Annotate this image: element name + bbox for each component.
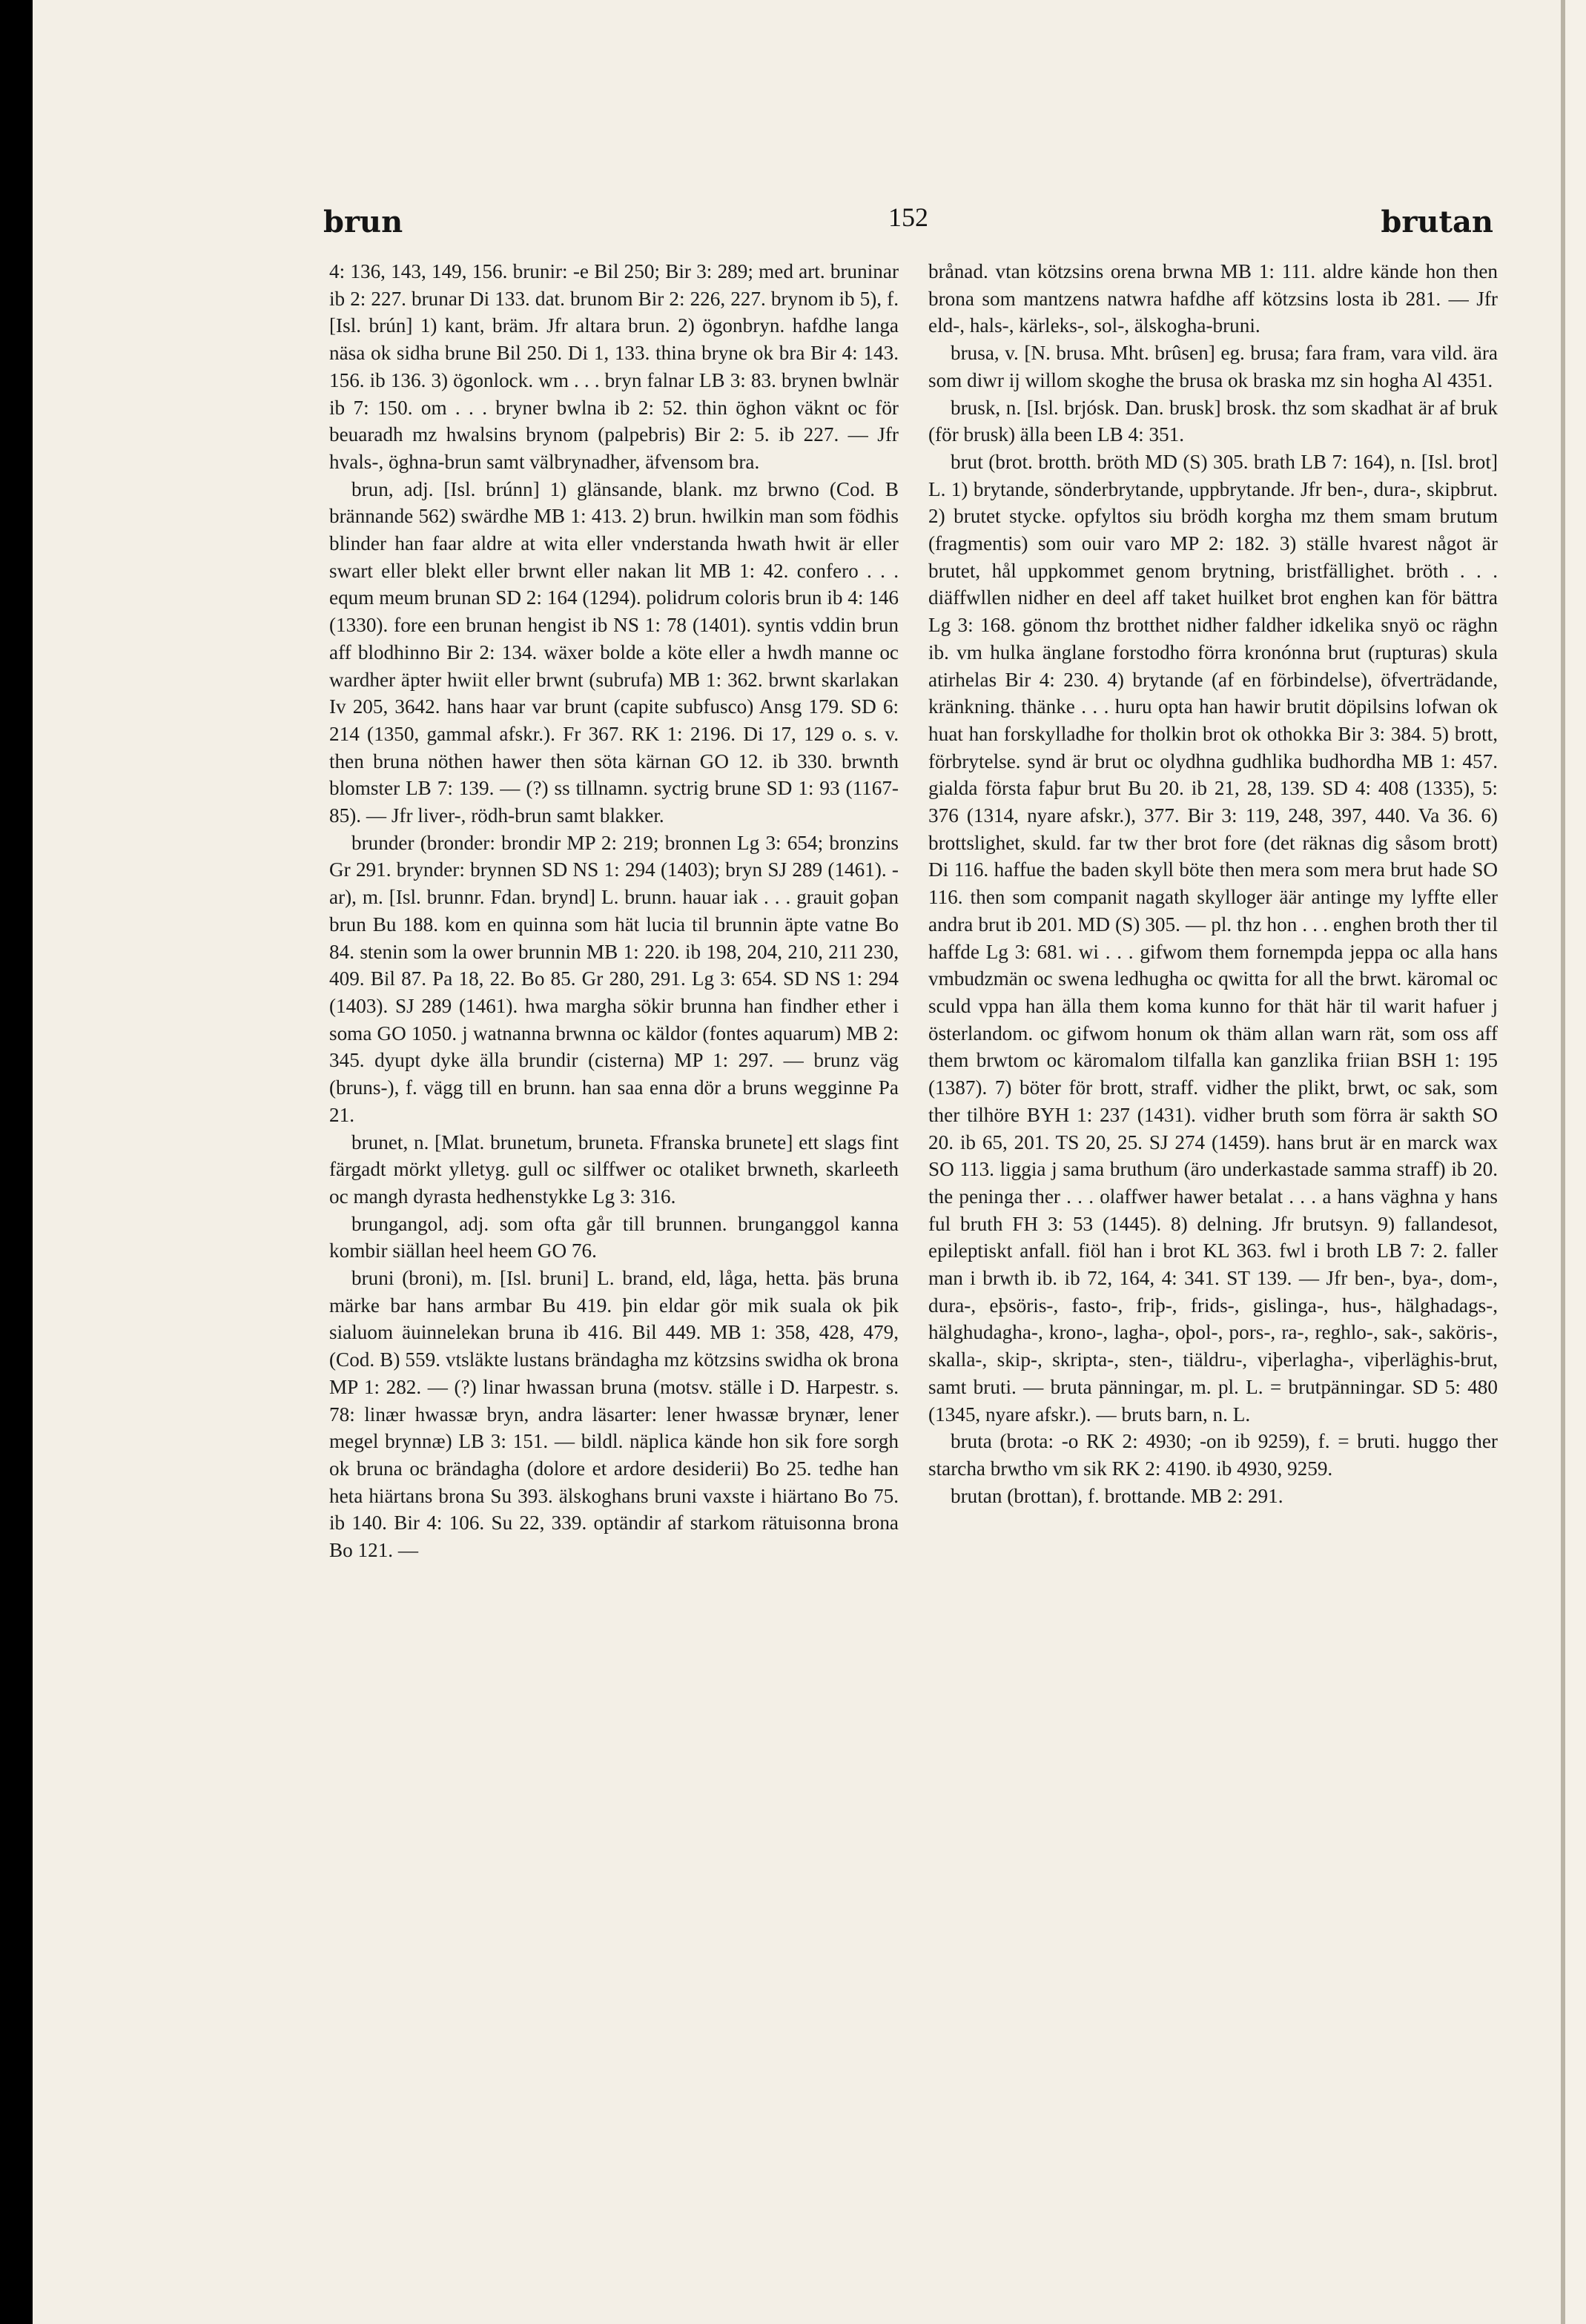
adjacent-page-edge <box>1561 0 1586 2324</box>
dictionary-entry: bruni (broni), m. [Isl. bruni] L. brand, eld, låga, hetta. þäs bruna märke bar hans armbar Bu 419. þin eldar gör mik suala ok þik sialuom äuinnelekan bruna ib 416. Bil 449. MB 1: 358, 428, 479, (Cod. B) 559. vtsläkte lustans brändagha mz kötzsins swidha ok brona MP 1: 282. — (?) linar hwassan bruna (motsv. ställe i D. Harpestr. s. 78: linær hwassæ bryn, andra läsarter: lener hwassæ brynær, lener megel brynnæ) LB 3: 151. — bildl. näplica kände hon sik fore sorgh ok bruna oc brändagha (dolore et ardore desiderii) Bo 25. tedhe han heta hiärtans brona Su 393. älskoghans bruni vaxste i hiärtano Bo 75. ib 140. Bir 4: 106. Su 22, 339. optändir af starkom rätuisonna brona Bo 121. — <box>329 1267 899 1562</box>
dictionary-entry: brungangol, adj. som ofta går till brunnen. brunganggol kanna kombir siällan heel heem GO 76. <box>329 1212 899 1262</box>
running-head-left-word: brun <box>323 205 403 239</box>
dictionary-entry: brun, adj. [Isl. brúnn] 1) glänsande, blank. mz brwno (Cod. B brännande 562) swärdhe MB 1: 413. 2) brun. hwilkin man som födhis blinder han faar aldre at wita eller vnderstanda hwath hwit är eller swart eller blekt eller brwnt eller nakan lit MB 1: 42. confero . . . equm meum brunan SD 2: 164 (1294). polidrum coloris brun ib 4: 146 (1330). fore een brunan hengist ib NS 1: 78 (1401). syntis vddin brun aff blodhinno Bir 2: 134. wäxer bolde a köte eller a hwdh manne oc wardher äpter hwiit eller brwnt (subrufa) MB 1: 362. brwnt skarlakan Iv 205, 3642. hans haar var brunt (capite subfusco) Ansg 179. SD 6: 214 (1350, gammal afskr.). Fr 367. RK 1: 2196. Di 17, 129 o. s. v. then bruna nöthen hawer then söta kärnan GO 12. ib 330. brwnth blomster LB 7: 139. — (?) ss tillnamn. syctrig brune SD 1: 93 (1167-85). — Jfr liver-, rödh-brun samt blakker. <box>329 477 899 827</box>
page-number: 152 <box>888 202 928 232</box>
dictionary-entry: 4: 136, 143, 149, 156. brunir: -e Bil 250; Bir 3: 289; med art. bruninar ib 2: 227. brunar Di 133. dat. brunom Bir 2: 226, 227. brynom ib 5), f. [Isl. brún] 1) kant, bräm. Jfr altara brun. 2) ögonbryn. hafdhe langa näsa ok sidha brune Bil 250. Di 1, 133. thina bryne ok bra Bir 4: 143. 156. ib 136. 3) ögonlock. wm . . . bryn falnar LB 3: 83. brynen bwlnär ib 7: 150. om . . . bryner bwlna ib 2: 52. thin öghon väknt oc för beuaradh mz hwalsins brynom (palpebris) Bir 2: 5. ib 227. — Jfr hvals-, öghna-brun samt välbrynadher, äfvensom bra. <box>329 260 899 473</box>
dictionary-entry: brunder (bronder: brondir MP 2: 219; bronnen Lg 3: 654; bronzins Gr 291. brynder: brynnen SD NS 1: 294 (1403); bryn SJ 289 (1461). -ar), m. [Isl. brunnr. Fdan. brynd] L. brunn. hauar iak . . . grauit goþan brun Bu 188. kom en quinna som hät lucia til brunnin äpte vatne Bo 84. stenin som la ower brunnin MB 1: 220. ib 198, 204, 210, 211 230, 409. Bil 87. Pa 18, 22. Bo 85. Gr 280, 291. Lg 3: 654. SD NS 1: 294 (1403). SJ 289 (1461). hwa margha sökir brunna han findher ether i soma GO 1050. j watnanna brwnna oc käldor (fontes aquarum) MB 2: 345. dyupt dyke älla brundir (cisterna) MP 1: 297. — brunz väg (bruns-), f. vägg till en brunn. han saa enna dör a bruns wegginne Pa 21. <box>329 831 899 1126</box>
dictionary-entry: brut (brot. brotth. bröth MD (S) 305. brath LB 7: 164), n. [Isl. brot] L. 1) brytande, sönderbrytande, uppbrytande. Jfr ben-, dura-, skipbrut. 2) brutet stycke. opfyltos siu brödh korgha mz them smam brutum (fragmentis) som ouir varo MP 2: 182. 3) ställe hvarest något är brutet, hål uppkommet genom brytning, bristfällighet. bröth . . . diäffwllen nidher en deel aff taket huilket brot enghen kan för bättra Lg 3: 168. gönom thz brotthet nidher faldher idkelika snyö oc räghn ib. vm hulka änglane forstodho förra kronónna brut (rupturas) skula atirhelas Bir 4: 230. 4) brytande (af en förbindelse), öfverträdande, kränkning. thänke . . . huru opta han hawir brutit döpilsins lofwan ok huat han forskylladhe for tholkin brot ok othokka Bir 3: 384. 5) brott, förbrytelse. synd är brut oc olydhna gudhlika budhordha MB 1: 457. gialda första faþur brut Bu 20. ib 21, 28, 139. SD 4: 408 (1335), 5: 376 (1314, nyare afskr.), 377. Bir 3: 119, 248, 397, 440. Va 36. 6) brottslighet, skuld. far tw ther brot fore (det räknas dig såsom brott) Di 116. haffue the baden skyll böte then mera som mera brut hade SO 116. then som companit nagath skylloger äär antinge my lyffte eller andra brut ib 201. MD (S) 305. — pl. thz hon . . . enghen broth ther til haffde Lg 3: 681. wi . . . gifwom them fornempda jeppa oc alla hans vmbudzmän oc swena ledhugha oc qwitta for all the brwt. käromal oc sculd vppa han älla them koma kunno for thät här til warit hafuer j österlandom. oc gifwom honum ok thäm allan warn rät, som oss aff them brwtom oc käromalom tilfalla kan ganzlika friian BSH 1: 195 (1387). 7) böter för brott, straff. vidher the plikt, brwt, oc sak, som ther tilhöre BYH 1: 237 (1431). vidher bruth som förra är sakth SO 20. ib 65, 201. TS 20, 25. SJ 274 (1459). hans brut är en marck wax SO 113. liggia j sama bruthum (äro underkastade samma straff) ib 20. the peninga ther . . . olaffwer hawer betalat . . . a hans väghna y hans ful bruth FH 3: 53 (1445). 8) delning. Jfr brutsyn. 9) fallandesot, epileptiskt anfall. fiöl han i brot KL 363. fwl i broth LB 7: 2. faller man i brwth ib. ib 72, 164, 4: 341. ST 139. — Jfr ben-, bya-, dom-, dura-, eþsöris-, fasto-, friþ-, frids-, gislinga-, hus-, hälghadags-, hälghudagha-, krono-, lagha-, oþol-, pors-, ra-, reghlo-, sak-, saköris-, skalla-, skip-, skripta-, sten-, tiäldru-, viþerlagha-, viþerläghis-brut, samt bruti. — bruta pänningar, m. pl. L. = brutpänningar. SD 5: 480 (1345, nyare afskr.). — bruts barn, n. L. <box>928 450 1498 1426</box>
dictionary-entry: brånad. vtan kötzsins orena brwna MB 1: 111. aldre kände hon then brona som mantzens natwra hafdhe aff kötzsins losta ib 281. — Jfr eld-, hals-, kärleks-, sol-, älskogha-bruni. <box>928 260 1498 337</box>
running-head <box>323 202 1493 246</box>
right-column <box>928 258 1498 2022</box>
running-head-right-word: brutan <box>1381 205 1493 239</box>
dictionary-entry: bruta (brota: -o RK 2: 4930; -on ib 9259), f. = bruti. huggo ther starcha brwtho vm sik RK 2: 4190. ib 4930, 9259. <box>928 1430 1498 1480</box>
dictionary-entry: brusa, v. [N. brusa. Mht. brûsen] eg. brusa; fara fram, vara vild. ära som diwr ij willom skoghe the brusa ok braska mz sin hogha Al 4351. <box>928 342 1498 391</box>
scanned-page <box>33 0 1564 2324</box>
dictionary-entry: brutan (brottan), f. brottande. MB 2: 291. <box>951 1484 1283 1507</box>
dictionary-entry: brusk, n. [Isl. brjósk. Dan. brusk] brosk. thz som skadhat är af bruk (för brusk) älla been LB 4: 351. <box>928 396 1498 446</box>
dictionary-entry: brunet, n. [Mlat. brunetum, bruneta. Ffranska brunete] ett slags fint färgadt mörkt ylletyg. gull oc silffwer oc otaliket brwneth, skarleeth oc mangh dyrasta hedhenstykke Lg 3: 316. <box>329 1130 899 1208</box>
left-column <box>329 258 899 2022</box>
